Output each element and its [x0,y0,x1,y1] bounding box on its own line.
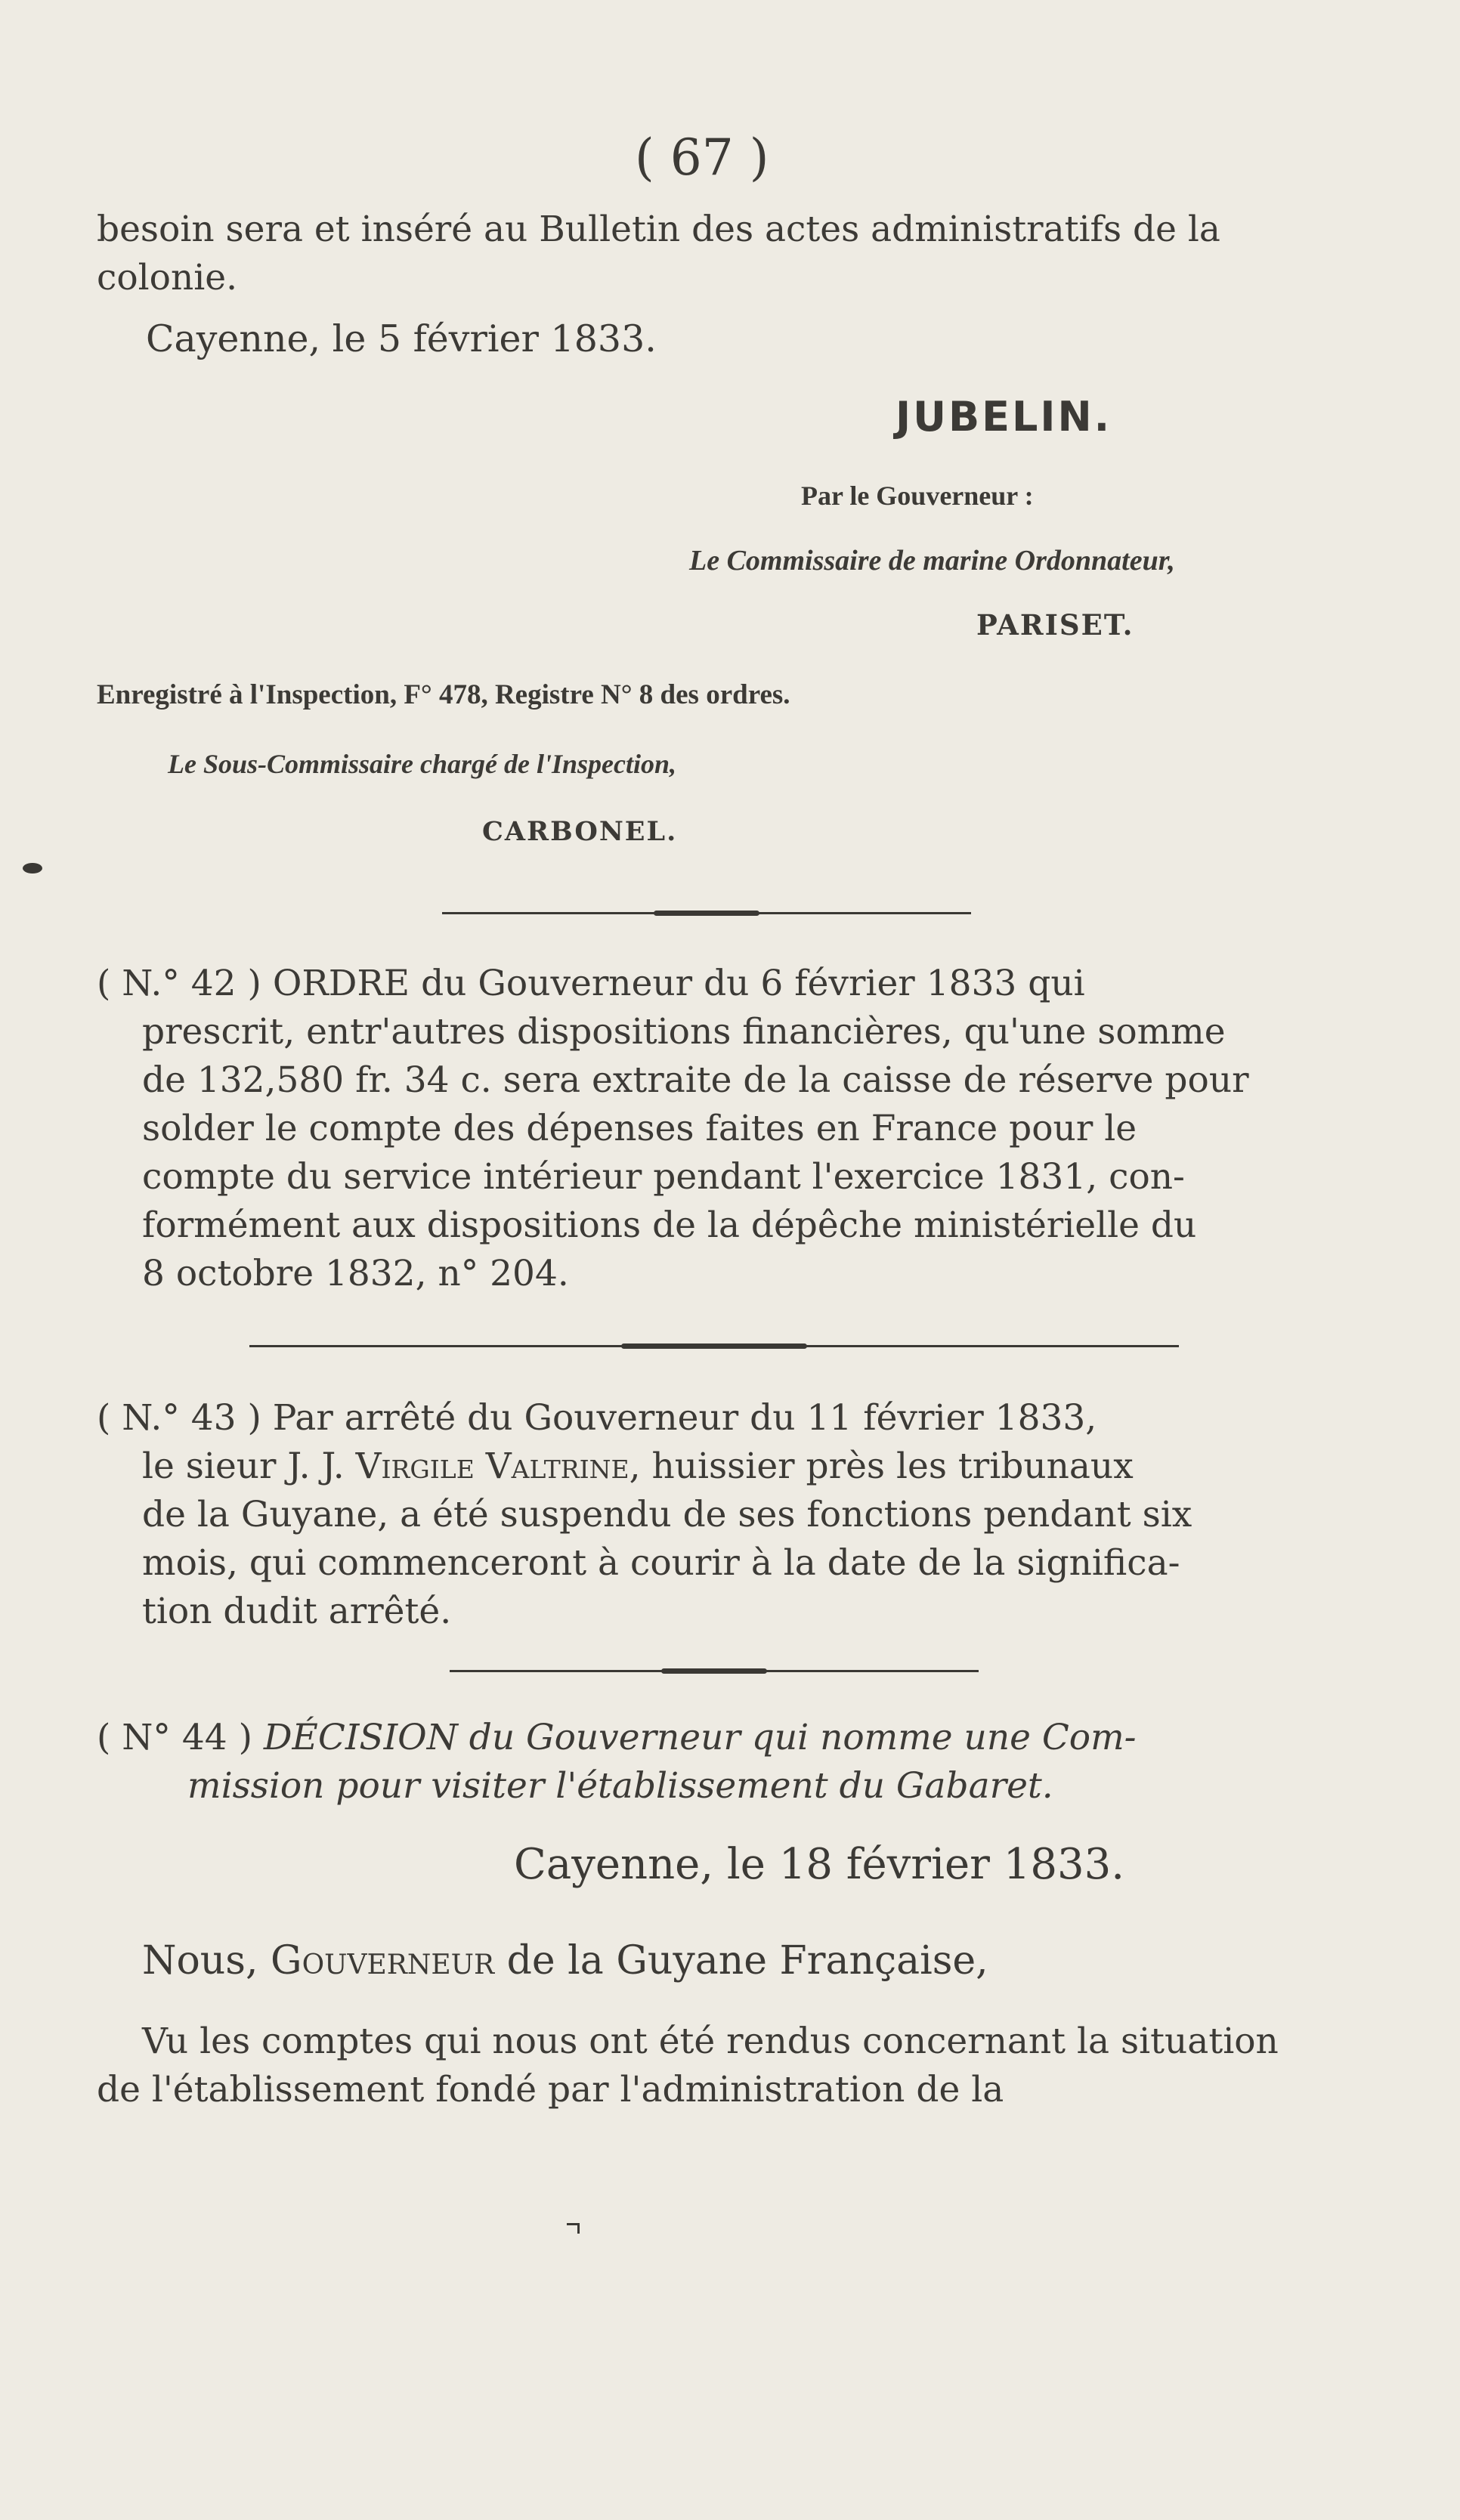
entry-43 [97,1394,1321,1636]
separator-rule [450,1670,979,1672]
entry-line: ( N° 44 ) DÉCISION du Gouverneur qui nomme une Com- [97,1717,1137,1758]
signature-governor: JUBELIN. [895,393,1112,441]
entry-body: mission pour visiter l'établissement du Gabaret. [187,1765,1053,1807]
entry-body: le sieur J. J. Virgile Valtrine, huissier près les tribunaux de la Guyane, a été suspendu de ses fonctions pendant six mois, qui commenceront à courir à la date de la significa- tion dudit arrêté. [142,1446,1192,1632]
signature-pariset: PARISET. [976,608,1134,642]
intro-paragraph [97,206,1321,302]
entry-number: ( N.° 43 ) [97,1397,261,1439]
ink-mark [577,2223,580,2234]
entry-lead: ORDRE [272,963,410,1004]
page-number: ( 67 ) [635,128,769,187]
registration-note: Enregistré à l'Inspection, F° 478, Registre N° 8 des ordres. [97,679,790,710]
entry-number: ( N° 44 ) [97,1717,252,1758]
person-name: Virgile Valtrine [355,1446,629,1487]
sous-commissaire-title: Le Sous-Commissaire chargé de l'Inspection, [168,749,677,779]
entry-44 [97,1714,1321,1810]
separator-rule [249,1345,1179,1347]
ink-blot [23,863,42,873]
entry-body: prescrit, entr'autres dispositions financières, qu'une somme de 132,580 fr. 34 c. sera extraite de la caisse de réserve pour solder le compte des dépenses faites en France pour le compte du service intérieur pendant l'exercice 1831, con- formément aux dispositions de la dépêche ministérielle du 8 octobre 1832, n° 204. [142,1011,1249,1294]
par-le-gouverneur: Par le Gouverneur : [801,481,1034,511]
entry-number: ( N.° 42 ) [97,963,261,1004]
commissaire-title: Le Commissaire de marine Ordonnateur, [689,545,1175,577]
signature-carbonel: CARBONEL. [482,816,678,847]
entry-line: ( N.° 43 ) Par arrêté du Gouverneur du 11 février 1833, [97,1397,1097,1439]
vu-paragraph: Vu les comptes qui nous ont été rendus concernant la situation de l'établissement fondé par l'administration de la [97,2021,1279,2110]
separator-rule [442,912,971,914]
entry-42 [97,960,1321,1298]
entry-line: ( N.° 42 ) ORDRE du Gouverneur du 6 février 1833 qui [97,963,1085,1004]
date-line: Cayenne, le 5 février 1833. [146,317,657,360]
intro-line: colonie. [97,257,238,298]
preamble-nous: Nous, Gouverneur de la Guyane Française, [142,1938,988,1984]
intro-line: besoin sera et inséré au Bulletin des actes administratifs de la [97,209,1220,250]
date-line: Cayenne, le 18 février 1833. [514,1840,1125,1889]
